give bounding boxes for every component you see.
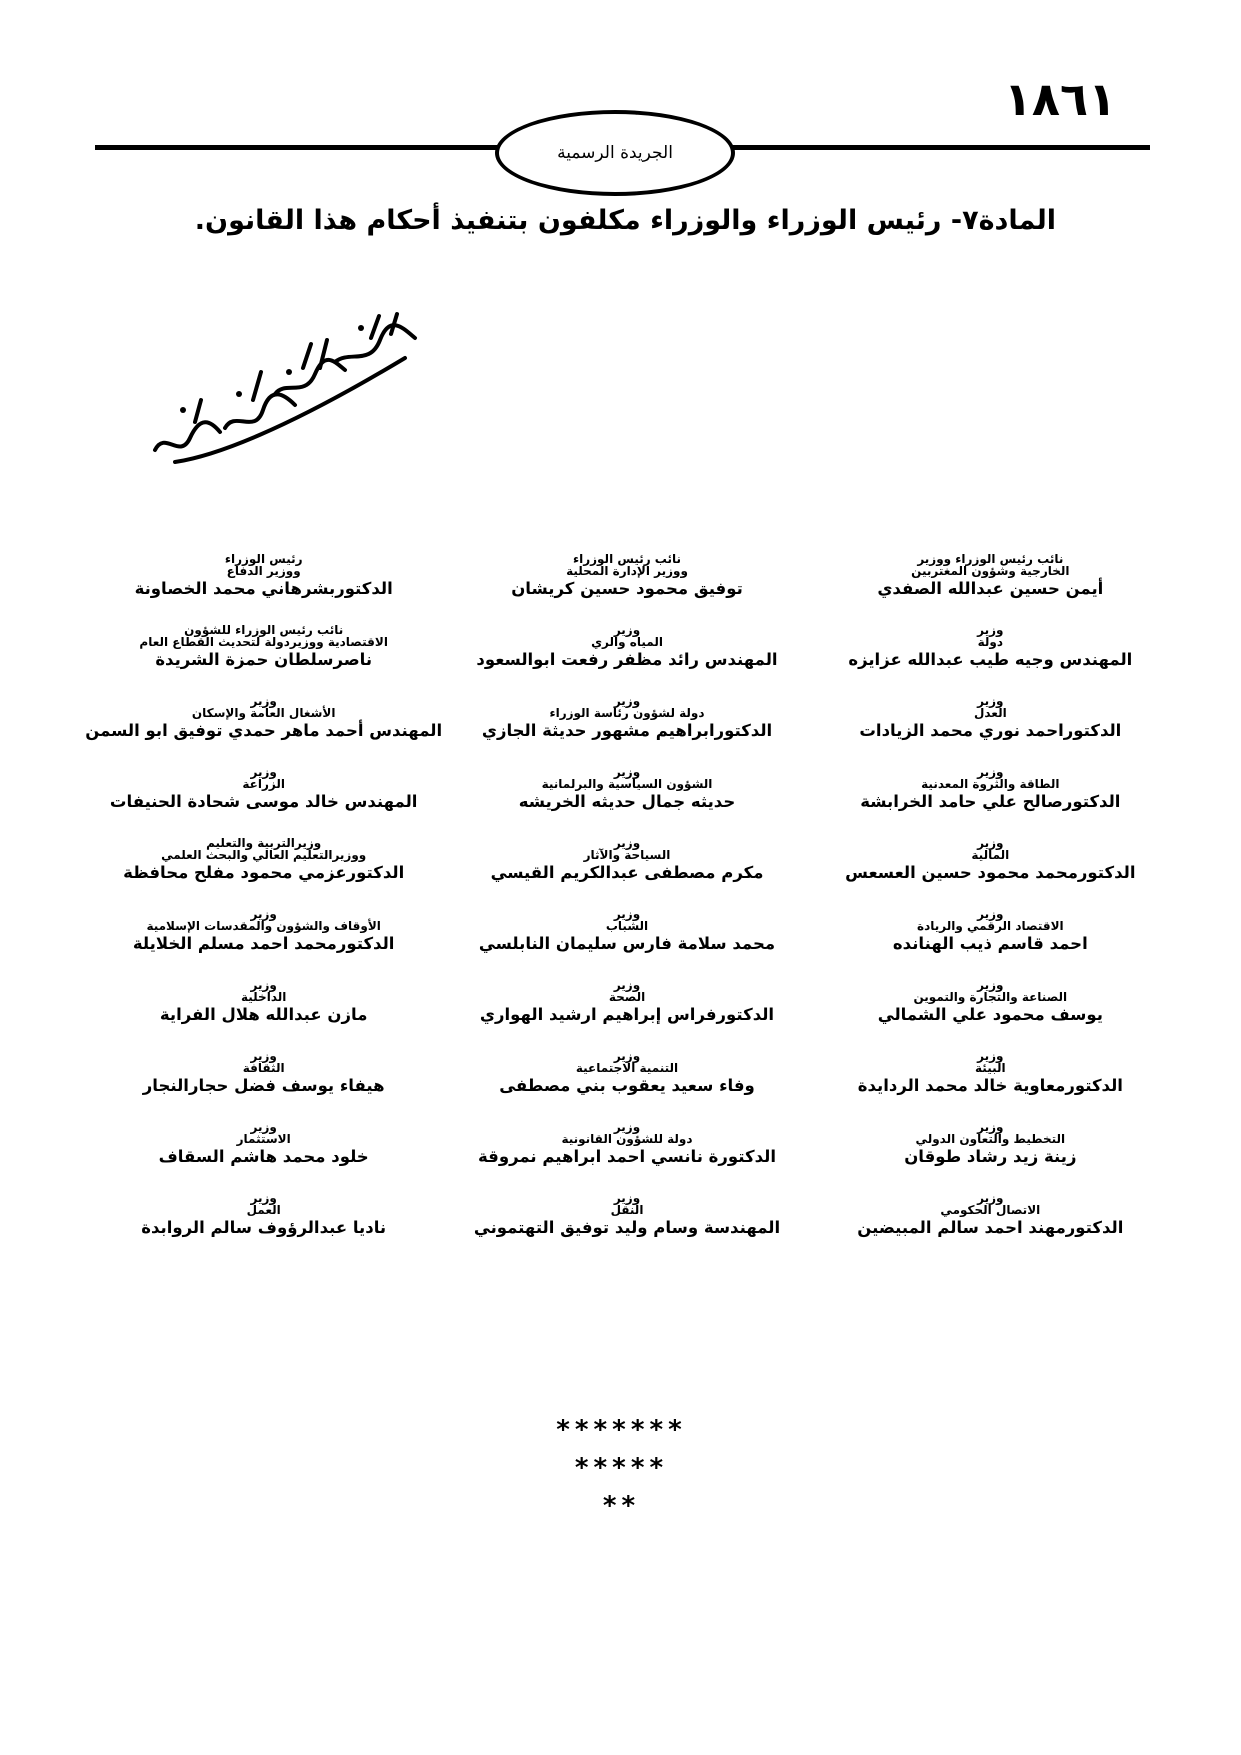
minister-title: نائب رئيس الوزراء — [572, 552, 682, 566]
ministers-row — [82, 979, 1172, 1050]
minister-title: وزير — [250, 907, 277, 921]
minister-name: مازن عبدالله هلال الفراية — [159, 1005, 368, 1024]
minister-name: ناصرسلطان حمزة الشريدة — [155, 650, 373, 669]
ministers-row — [82, 1050, 1172, 1121]
minister-name: زينة زيد رشاد طوقان — [904, 1147, 1077, 1166]
ministers-signatures — [82, 553, 1172, 1263]
minister-entry — [445, 837, 808, 908]
minister-title: وزير — [250, 1120, 277, 1134]
minister-entry — [82, 1121, 445, 1192]
minister-title: رئيس الوزراء — [224, 552, 303, 566]
closing-stars — [0, 1415, 1241, 1529]
minister-title: الثقافة — [242, 1061, 285, 1075]
minister-title: وزير — [613, 1120, 641, 1134]
minister-name: الدكتورمحمد محمود حسين العسعس — [845, 863, 1136, 882]
minister-name: المهندس رائد مظفر رفعت ابوالسعود — [476, 650, 778, 669]
minister-title: وزير — [977, 1191, 1004, 1205]
minister-name: يوسف محمود علي الشمالي — [877, 1005, 1103, 1024]
minister-entry — [445, 553, 808, 624]
minister-title: وزير — [250, 765, 277, 779]
page-number: ١٨٦١ — [1003, 72, 1117, 126]
minister-title: دولة للشؤون القانونية — [561, 1132, 693, 1146]
minister-title: وزير — [250, 1049, 277, 1063]
minister-entry — [445, 1050, 808, 1121]
ministers-row — [82, 766, 1172, 837]
minister-name: المهندسة وسام وليد توفيق التهتموني — [473, 1218, 781, 1237]
minister-title: الاقتصاد الرقمي والريادة — [917, 919, 1064, 933]
minister-title: وزير — [613, 623, 641, 637]
minister-name: هيفاء يوسف فضل حجارالنجار — [142, 1076, 385, 1095]
minister-title: الخارجية وشؤون المغتربين — [911, 564, 1070, 578]
minister-title: وزير — [613, 694, 641, 708]
ministers-row — [82, 695, 1172, 766]
minister-entry — [82, 908, 445, 979]
minister-entry — [809, 1121, 1172, 1192]
minister-title: الأوقاف والشؤون والمقدسات الإسلامية — [146, 919, 381, 933]
minister-name: حديثه جمال حديثه الخريشه — [518, 792, 736, 811]
minister-title: وزير — [613, 1191, 641, 1205]
minister-entry — [809, 1192, 1172, 1263]
minister-name: ناديا عبدالرؤوف سالم الروابدة — [141, 1218, 387, 1237]
minister-entry — [445, 624, 808, 695]
minister-title: السياحة والآثار — [583, 848, 671, 862]
minister-name: الدكتورمحمد احمد مسلم الخلايلة — [132, 934, 395, 953]
minister-title: وزير — [977, 907, 1004, 921]
minister-name: الدكتورة نانسي احمد ابراهيم نمروقة — [478, 1147, 776, 1166]
minister-name: الدكتورفراس إبراهيم ارشيد الهواري — [479, 1005, 775, 1024]
minister-title: وزير — [250, 978, 277, 992]
minister-title: العمل — [246, 1203, 281, 1217]
minister-entry — [445, 766, 808, 837]
minister-name: احمد قاسم ذيب الهنانده — [892, 934, 1088, 953]
minister-entry — [809, 553, 1172, 624]
minister-title: الشؤون السياسية والبرلمانية — [541, 777, 713, 791]
minister-entry — [82, 979, 445, 1050]
minister-title: الاستثمار — [236, 1132, 291, 1146]
ministers-row — [82, 908, 1172, 979]
minister-name: خلود محمد هاشم السقاف — [158, 1147, 369, 1166]
minister-title: ووزير الإدارة المحلية — [566, 564, 688, 578]
royal-signature — [135, 310, 435, 470]
minister-title: الداخلية — [240, 990, 287, 1004]
minister-entry — [809, 1050, 1172, 1121]
minister-title: الاقتصادية ووزيردولة لتحديث القطاع العام — [139, 635, 388, 649]
minister-title: دولة — [977, 635, 1004, 649]
minister-entry — [82, 695, 445, 766]
minister-entry — [809, 837, 1172, 908]
ministers-row — [82, 837, 1172, 908]
minister-title: المياه والري — [591, 635, 663, 649]
minister-entry — [445, 1121, 808, 1192]
minister-name: الدكتورمهند احمد سالم المبيضين — [857, 1218, 1124, 1237]
minister-title: وزير — [977, 694, 1004, 708]
minister-title: الشباب — [605, 919, 649, 933]
minister-title: البيئة — [975, 1061, 1006, 1075]
minister-title: وزير — [613, 1049, 641, 1063]
minister-name: الدكتورصالح علي حامد الخرابشة — [860, 792, 1121, 811]
minister-title: التخطيط والتعاون الدولي — [915, 1132, 1066, 1146]
stars-line: ******* — [555, 1415, 686, 1445]
minister-entry — [82, 1050, 445, 1121]
minister-entry — [445, 1192, 808, 1263]
minister-entry — [82, 624, 445, 695]
minister-entry — [809, 695, 1172, 766]
minister-title: وزير — [613, 765, 641, 779]
minister-title: الطاقة والثروة المعدنية — [921, 777, 1060, 791]
minister-entry — [809, 908, 1172, 979]
article-text: المادة٧- رئيس الوزراء والوزراء مكلفون بتنفيذ أحكام هذا القانون. — [194, 205, 1056, 236]
minister-title: دولة لشؤون رئاسة الوزراء — [549, 706, 705, 720]
stars-line: ** — [601, 1491, 640, 1521]
minister-title: المالية — [971, 848, 1010, 862]
minister-title: وزير — [613, 836, 641, 850]
minister-name: أيمن حسين عبدالله الصفدي — [877, 579, 1104, 598]
minister-title: العدل — [973, 706, 1007, 720]
minister-title: ووزير الدفاع — [226, 564, 301, 578]
minister-entry — [82, 553, 445, 624]
minister-name: محمد سلامة فارس سليمان النابلسي — [478, 934, 776, 953]
minister-title: وزير — [977, 1120, 1004, 1134]
minister-title: الصحة — [608, 990, 646, 1004]
minister-name: الدكتوراحمد نوري محمد الزيادات — [859, 721, 1122, 740]
minister-entry — [809, 766, 1172, 837]
minister-entry — [445, 908, 808, 979]
minister-title: الصناعة والتجارة والتموين — [913, 990, 1068, 1004]
minister-title: الزراعة — [242, 777, 285, 791]
minister-entry — [809, 624, 1172, 695]
minister-name: المهندس أحمد ماهر حمدي توفيق ابو السمن — [85, 721, 443, 740]
minister-name: توفيق محمود حسين كريشان — [511, 579, 743, 598]
minister-name: مكرم مصطفى عبدالكريم القيسي — [490, 863, 764, 882]
minister-name: المهندس خالد موسى شحادة الحنيفات — [109, 792, 418, 811]
minister-title: وزير — [977, 765, 1004, 779]
minister-entry — [82, 1192, 445, 1263]
ministers-row — [82, 553, 1172, 624]
minister-name: الدكتورمعاوية خالد محمد الردايدة — [857, 1076, 1123, 1095]
minister-title: وزير — [250, 694, 277, 708]
minister-title: ووزيرالتعليم العالي والبحث العلمي — [161, 848, 367, 862]
ministers-row — [82, 1192, 1172, 1263]
ministers-row — [82, 624, 1172, 695]
minister-name: وفاء سعيد يعقوب بني مصطفى — [499, 1076, 755, 1095]
minister-title: وزير — [613, 978, 641, 992]
minister-name: المهندس وجيه طيب عبدالله عزايزه — [848, 650, 1133, 669]
minister-name: الدكتوربشرهاني محمد الخصاونة — [134, 579, 393, 598]
minister-title: وزير — [977, 1049, 1004, 1063]
minister-entry — [445, 979, 808, 1050]
minister-name: الدكتورعزمي محمود مفلح محافظة — [123, 863, 405, 882]
minister-title: النقل — [610, 1203, 644, 1217]
minister-title: الاتصال الحكومي — [940, 1203, 1041, 1217]
minister-title: وزير — [250, 1191, 277, 1205]
minister-entry — [82, 837, 445, 908]
minister-title: وزير — [977, 836, 1004, 850]
minister-title: وزير — [977, 623, 1004, 637]
minister-title: وزير — [613, 907, 641, 921]
minister-entry — [82, 766, 445, 837]
minister-name: الدكتورابراهيم مشهور حديثة الجازي — [481, 721, 773, 740]
stars-line: ***** — [573, 1453, 668, 1483]
minister-title: نائب رئيس الوزراء ووزير — [917, 552, 1064, 566]
header-title: الجريدة الرسمية — [557, 143, 673, 163]
minister-title: وزير — [977, 978, 1004, 992]
minister-title: وزيرالتربية والتعليم — [206, 836, 322, 850]
minister-title: نائب رئيس الوزراء للشؤون — [184, 623, 344, 637]
minister-title: التنمية الاجتماعية — [575, 1061, 679, 1075]
minister-entry — [445, 695, 808, 766]
minister-entry — [809, 979, 1172, 1050]
minister-title: الأشغال العامة والإسكان — [191, 706, 336, 720]
ministers-row — [82, 1121, 1172, 1192]
header-oval — [495, 110, 735, 196]
